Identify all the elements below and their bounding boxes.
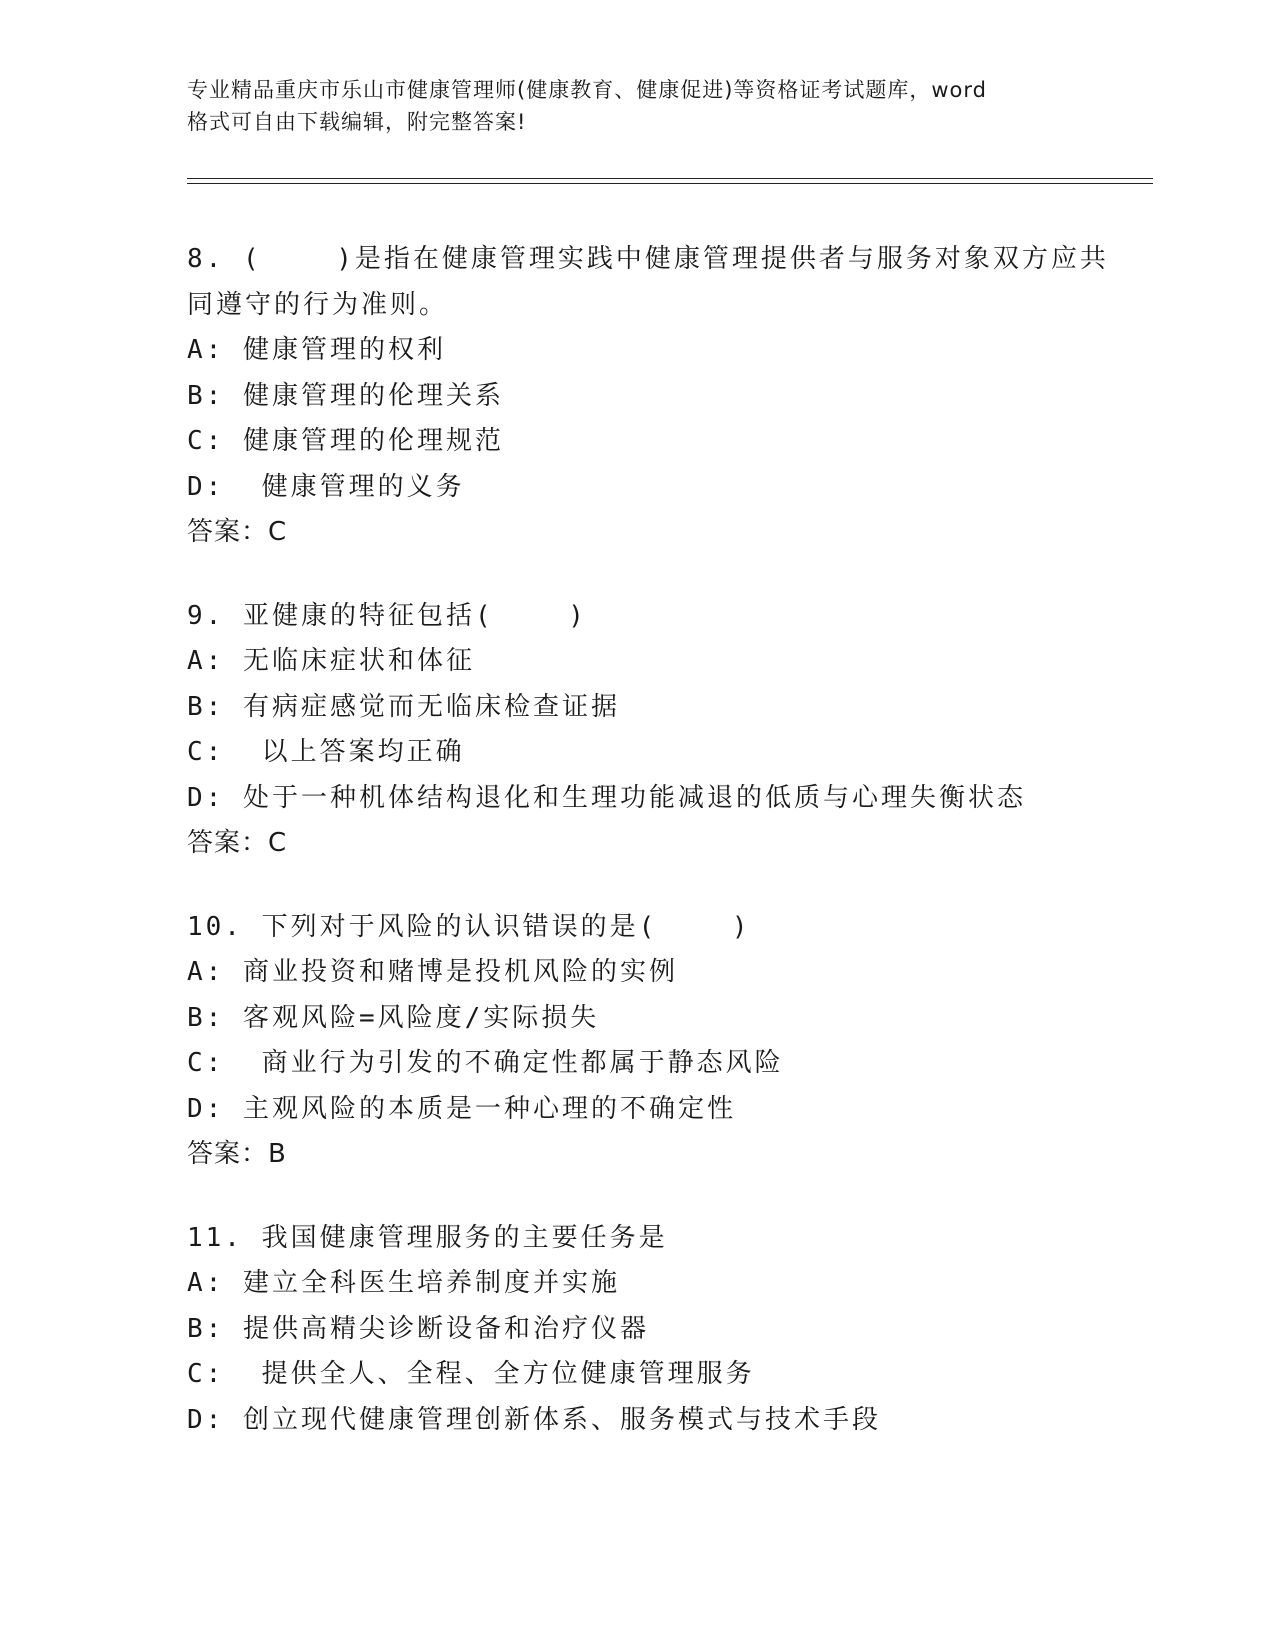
option-d: D: 处于一种机体结构退化和生理功能减退的低质与心理失衡状态: [187, 782, 1026, 813]
option-a: A: 无临床症状和体征: [187, 646, 475, 676]
answer: 答案：C: [187, 828, 288, 858]
option-b: B: 提供高精尖诊断设备和治疗仪器: [187, 1313, 649, 1344]
option-c: C: 以上答案均正确: [187, 737, 465, 767]
option-d: D: 创立现代健康管理创新体系、服务模式与技术手段: [187, 1404, 881, 1435]
option-d: D: 健康管理的义务: [187, 471, 465, 502]
question-title: 8. ( )是指在健康管理实践中健康管理提供者与服务对象双方应共: [187, 244, 1109, 274]
option-b: B: 有病症感觉而无临床检查证据: [187, 691, 620, 722]
question-11: [187, 1216, 1087, 1444]
header-line-2: 格式可自由下载编辑，附完整答案!: [187, 110, 527, 134]
question-10: [187, 905, 1087, 1178]
question-9: [187, 594, 1087, 867]
option-a: A: 建立全科医生培养制度并实施: [187, 1268, 620, 1298]
option-c: C: 商业行为引发的不确定性都属于静态风险: [187, 1048, 784, 1078]
question-title: 9. 亚健康的特征包括( ): [187, 600, 587, 631]
header-divider-top: [187, 178, 1153, 179]
question-list: [187, 237, 1109, 1481]
option-a: A: 健康管理的权利: [187, 335, 446, 365]
question-8: [187, 237, 1109, 556]
answer: 答案：C: [187, 517, 288, 547]
option-c: C: 提供全人、全程、全方位健康管理服务: [187, 1359, 755, 1389]
header-line-1: 专业精品重庆市乐山市健康管理师(健康教育、健康促进)等资格证考试题库，word: [187, 78, 988, 102]
option-d: D: 主观风险的本质是一种心理的不确定性: [187, 1093, 736, 1124]
header-divider-bottom: [187, 183, 1153, 184]
option-b: B: 客观风险=风险度/实际损失: [187, 1002, 600, 1033]
option-c: C: 健康管理的伦理规范: [187, 426, 504, 456]
document-header: [187, 74, 1087, 138]
option-a: A: 商业投资和赌博是投机风险的实例: [187, 957, 678, 987]
option-b: B: 健康管理的伦理关系: [187, 380, 504, 411]
answer: 答案：B: [187, 1139, 287, 1169]
question-title: 10. 下列对于风险的认识错误的是( ): [187, 911, 751, 942]
question-title-continued: 同遵守的行为准则。: [187, 289, 449, 320]
question-title: 11. 我国健康管理服务的主要任务是: [187, 1222, 668, 1253]
